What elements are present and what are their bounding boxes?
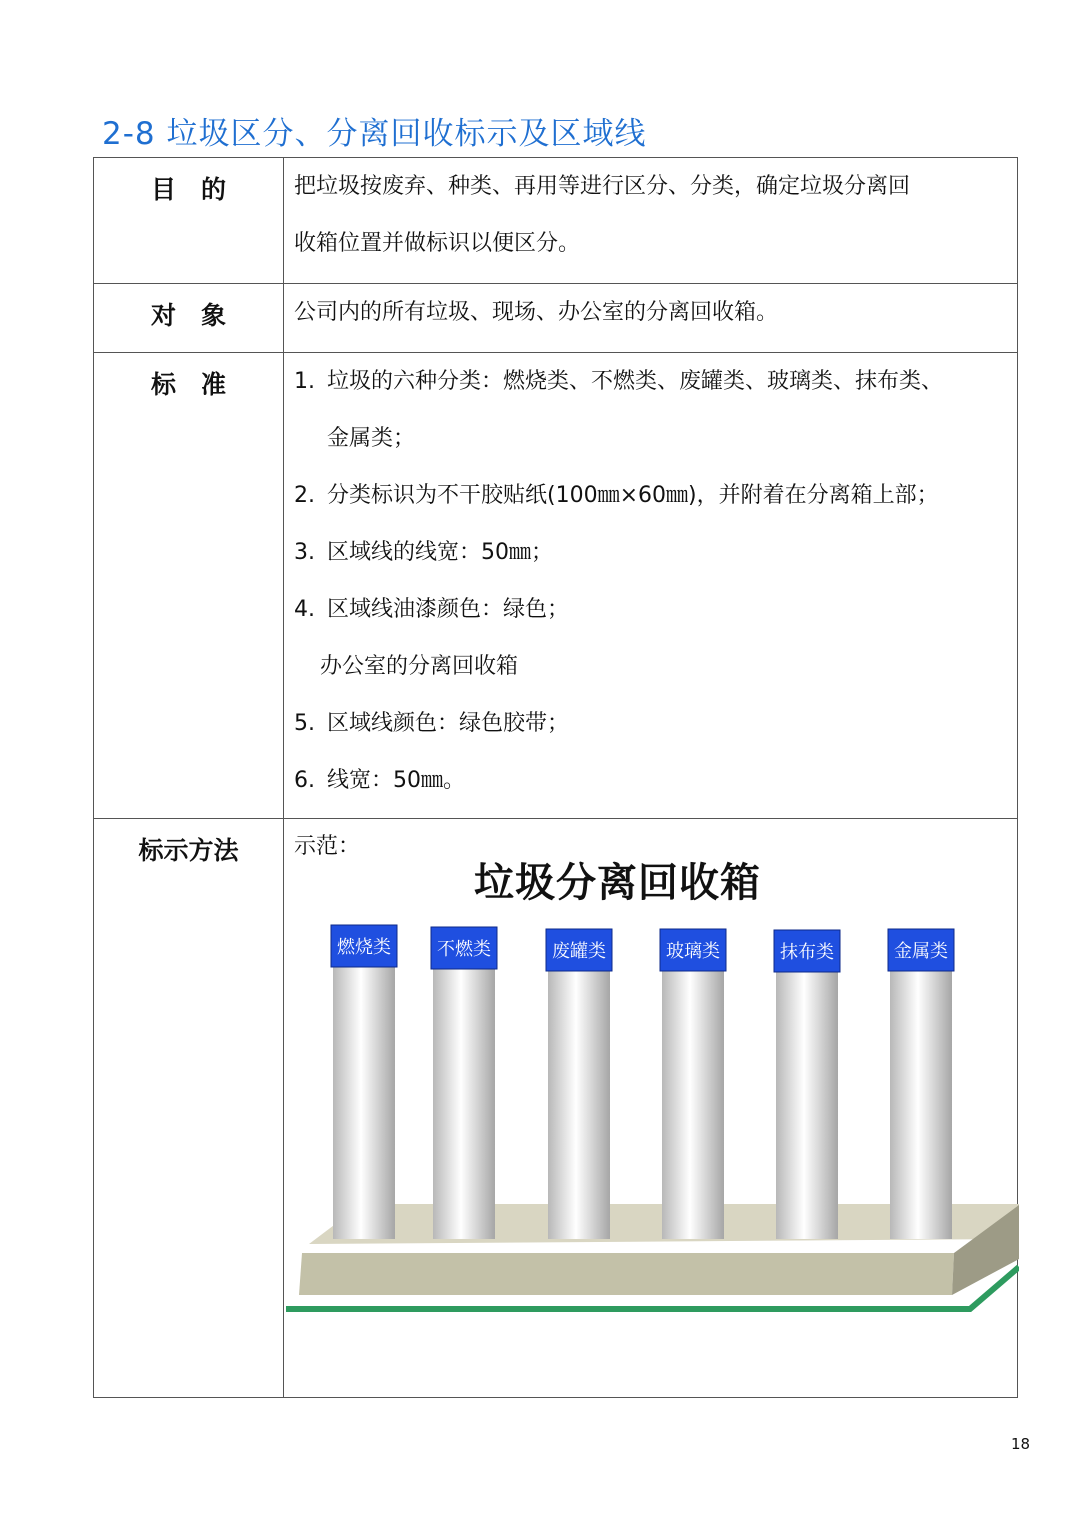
standard-item-2: 2. 分类标识为不干胶贴纸(100㎜×60㎜)，并附着在分离箱上部；	[294, 483, 939, 508]
recycling-bin	[774, 930, 840, 1239]
purpose-line-1: 把垃圾按废弃、种类、再用等进行区分、分类，确定垃圾分离回	[294, 174, 911, 199]
page-title: 2-8 垃圾区分、分离回收标示及区域线	[102, 116, 647, 152]
content-standard	[284, 353, 1018, 819]
row-method	[94, 819, 1018, 1398]
content-method	[284, 819, 1018, 1398]
row-object	[94, 284, 1018, 353]
bin-body	[548, 971, 610, 1239]
spec-table	[93, 157, 1018, 1398]
purpose-line-2: 收箱位置并做标识以便区分。	[294, 231, 581, 256]
standard-item-4: 4. 区域线油漆颜色：绿色；	[294, 597, 570, 622]
content-object: 公司内的所有垃圾、现场、办公室的分离回收箱。	[284, 284, 1018, 353]
label-method: 标示方法	[94, 819, 284, 1398]
standard-item-1-cont: 金属类；	[327, 426, 416, 451]
recycling-bin	[431, 927, 497, 1239]
bin-label-text: 玻璃类	[666, 941, 720, 962]
row-purpose	[94, 158, 1018, 284]
platform-front	[299, 1253, 954, 1295]
bin-body	[662, 971, 724, 1239]
label-standard: 标 准	[94, 353, 284, 819]
recycling-bin	[888, 929, 954, 1239]
bin-body	[333, 967, 395, 1239]
recycling-bin	[331, 925, 397, 1239]
standard-item-6: 6. 线宽：50㎜。	[294, 768, 465, 793]
standard-item-3: 3. 区域线的线宽：50㎜；	[294, 540, 553, 565]
label-purpose: 目 的	[94, 158, 284, 284]
bin-body	[776, 972, 838, 1239]
bin-label-text: 金属类	[894, 941, 948, 962]
standard-subheading: 办公室的分离回收箱	[320, 654, 519, 679]
demo-title: 垃圾分离回收箱	[474, 860, 761, 906]
bin-body	[890, 971, 952, 1239]
bin-body	[433, 969, 495, 1239]
bin-label-text: 燃烧类	[337, 937, 391, 958]
bins-layer	[331, 925, 954, 1239]
bin-label-text: 废罐类	[552, 941, 606, 962]
bin-label-text: 不燃类	[437, 939, 491, 960]
standard-item-5: 5. 区域线颜色：绿色胶带；	[294, 711, 570, 736]
demo-label: 示范：	[294, 834, 361, 859]
recycling-bin	[546, 929, 612, 1239]
page-number: 18	[1011, 1435, 1031, 1453]
recycling-bin	[660, 929, 726, 1239]
bin-label-text: 抹布类	[780, 942, 834, 963]
label-object: 对 象	[94, 284, 284, 353]
content-purpose	[284, 158, 1018, 284]
row-standard	[94, 353, 1018, 819]
standard-item-1: 1. 垃圾的六种分类：燃烧类、不燃类、废罐类、玻璃类、抹布类、	[294, 369, 944, 394]
